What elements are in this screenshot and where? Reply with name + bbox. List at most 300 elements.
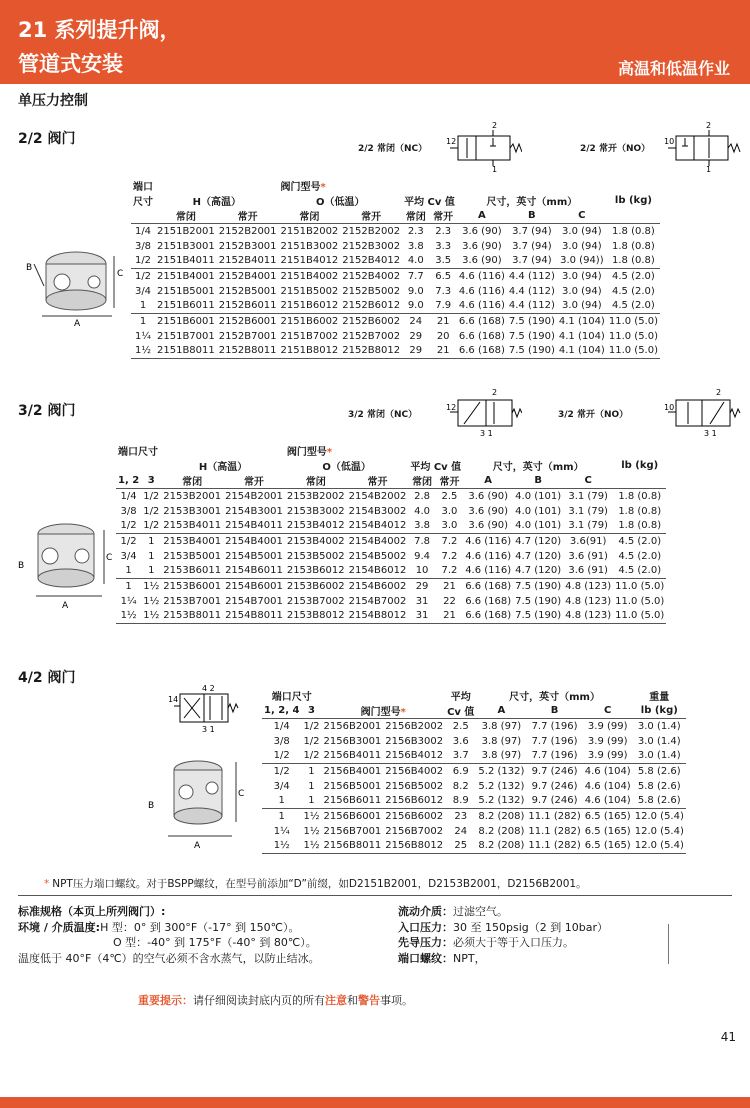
dim-c-label: C (117, 269, 124, 279)
table-cell: 2156B4001 (322, 764, 384, 779)
table-cell: 4.6 (104) (583, 764, 633, 779)
table-cell: 5.2 (132) (478, 795, 525, 807)
table-cell: 1½ (116, 609, 141, 624)
table-cell: 1.8 (0.8) (618, 505, 662, 517)
table-cell: 1.8 (0.8) (618, 520, 662, 532)
table-cell: 1½ (143, 595, 160, 607)
port-in-label: 1 (492, 165, 498, 174)
footnote-star: * (44, 878, 50, 890)
valve-symbol-32-no (660, 386, 742, 438)
table-cell: 3.6 (90) (462, 255, 502, 267)
table-cell: 12.0 (5.4) (633, 809, 686, 824)
spec-line: 标准规格（本页上所列阀门）: (18, 905, 166, 918)
table-cell: 3/4 (134, 285, 152, 297)
table-row (116, 519, 666, 534)
table-cell: 1 (131, 314, 155, 329)
table-cell: 4.8 (123) (565, 595, 612, 607)
table-cell: 3.6 (452, 735, 469, 747)
table-cell: 4.0 (101) (513, 489, 563, 504)
page-title-line1: 21 系列提升阀， (18, 18, 181, 42)
table-cell: 2151B4011 (157, 255, 215, 267)
table-22-body (131, 224, 660, 359)
table-cell: 21 (429, 314, 456, 329)
table-cell: 2151B6002 (279, 314, 341, 329)
table-cell: 3.6 (91) (568, 550, 608, 562)
table-cell: 4.0 (101) (515, 505, 562, 517)
table-cell: 23 (445, 809, 476, 824)
table-cell: 2152B7001 (218, 330, 277, 342)
table-cell: 4.4 (112) (507, 269, 557, 284)
table-cell: 11.0 (5.0) (607, 314, 660, 329)
table-cell: 2156B2001 (322, 719, 384, 734)
table-cell: 4.5 (2.0) (618, 565, 662, 577)
table-cell: 2152B8011 (217, 344, 279, 359)
table-cell: 2151B3001 (157, 240, 215, 252)
valve-symbol-22-nc (442, 118, 522, 174)
table-cell: 2152B6012 (342, 300, 401, 312)
table-cell: 6.9 (445, 764, 476, 779)
table-cell: 8.2 (452, 780, 469, 792)
table-cell: 22 (443, 595, 456, 607)
valve-symbol-32-nc (442, 386, 522, 438)
port-pilot-label: 10 (664, 137, 675, 146)
table-cell: 5.2 (132) (478, 780, 525, 792)
table-row (131, 299, 660, 314)
table-cell: 2151B8011 (155, 344, 217, 359)
port-out-label: 2 (492, 121, 498, 130)
table-cell: 1 (116, 579, 141, 594)
table-cell: 1 (308, 780, 315, 792)
table-cell: 3.0 (94) (562, 285, 602, 297)
port-in-label: 3 1 (480, 429, 493, 438)
table-cell: 1.8 (0.8) (607, 224, 660, 239)
table-cell: 9.7 (246) (531, 795, 578, 807)
valve-drawing-42 (146, 748, 246, 852)
table-cell: 8.2 (208) (478, 825, 525, 837)
table-cell: 2156B2002 (383, 719, 445, 734)
table-cell: 4.7 (120) (513, 534, 563, 549)
table-cell: 24 (402, 314, 429, 329)
table-cell: 3.6 (91) (568, 565, 608, 577)
footnote-text: NPT压力端口螺纹。对于BSPP螺纹，在型号前添加“D”前缀，如D2151B2001，D2153B2001，D2156B2001。 (52, 878, 587, 890)
table-cell: 3.0 (94)) (560, 255, 604, 267)
table-cell: 7.7 (402, 269, 429, 284)
spec-block-right (398, 904, 608, 966)
table-cell: 9.0 (407, 285, 424, 297)
table-cell: 31 (408, 609, 435, 624)
table-cell: 1/2 (273, 750, 290, 762)
table-cell: 2152B4001 (217, 269, 279, 284)
table-cell: 2153B6011 (163, 565, 222, 577)
table-cell: 2154B6002 (347, 579, 409, 594)
section-22-title: 2/2 阀门 (18, 131, 76, 147)
table-cell: 2152B4002 (340, 269, 402, 284)
table-cell: 2154B4011 (225, 520, 283, 532)
table-row (131, 344, 660, 359)
table-cell: 7.5 (190) (515, 595, 562, 607)
dim-a-label: A (194, 841, 201, 851)
spec-line: 入口压力：30 至 150psig（2 到 10bar） (398, 920, 608, 934)
table-cell: 2153B6002 (285, 579, 347, 594)
table-cell: 1 (139, 300, 147, 312)
table-cell: 2154B7002 (348, 595, 407, 607)
table-cell: 2154B8012 (347, 609, 409, 624)
table-cell: 2153B5002 (286, 550, 345, 562)
table-cell: 3.7 (94) (512, 255, 552, 267)
table-cell: 2152B5001 (218, 285, 277, 297)
section-32-title: 3/2 阀门 (18, 403, 76, 419)
table-cell: 3.9 (99) (583, 719, 633, 734)
table-cell: 2156B3001 (323, 735, 382, 747)
table-cell: 11.1 (282) (528, 825, 581, 837)
table-cell: 2154B6011 (225, 565, 283, 577)
table-cell: 3.8 (414, 520, 431, 532)
table-cell: 7.5 (190) (508, 330, 555, 342)
table-cell: 1½ (301, 809, 321, 824)
table-cell: 6.6 (168) (463, 579, 513, 594)
table-cell: 12.0 (5.4) (633, 839, 686, 854)
table-32-body (116, 489, 666, 624)
table-cell: 5.2 (132) (476, 764, 526, 779)
table-cell: 4.7 (120) (515, 565, 562, 577)
table-cell: 2.5 (436, 489, 463, 504)
table-cell: 1/2 (303, 735, 320, 747)
table-cell: 6.5 (429, 269, 456, 284)
section-22-nc-label: 2/2 常闭（NC） (358, 144, 428, 154)
header-bar (0, 0, 750, 84)
table-cell: 2151B6012 (280, 300, 339, 312)
port-out-label: 2 (492, 388, 498, 397)
table-cell: 2156B3002 (385, 735, 444, 747)
table-cell: 2151B7002 (280, 330, 339, 342)
table-cell: 2153B3001 (163, 505, 222, 517)
table-cell: 2156B4011 (323, 750, 382, 762)
table-cell: 6.5 (165) (584, 825, 631, 837)
table-cell: 1½ (262, 839, 301, 854)
dim-b-label: B (148, 801, 155, 811)
table-cell: 8.9 (452, 795, 469, 807)
table-cell: 2153B2001 (161, 489, 223, 504)
table-cell: 3.7 (452, 750, 469, 762)
table-cell: 4.0 (414, 505, 431, 517)
table-header-row: 端口尺寸 阀门型号* (118, 447, 333, 458)
table-cell: 2152B4012 (342, 255, 401, 267)
table-cell: 3/8 (273, 735, 290, 747)
table-row (116, 594, 666, 609)
table-cell: 11.0 (5.0) (613, 579, 666, 594)
table-cell: 4.6 (116) (465, 550, 512, 562)
dim-c-label: C (238, 789, 245, 799)
spec-line: 先导压力：必须大于等于入口压力。 (398, 936, 574, 949)
table-cell: 1/2 (141, 489, 161, 504)
table-cell: 1/4 (262, 719, 301, 734)
table-cell: 1½ (301, 839, 321, 854)
page-number: 41 (720, 1030, 736, 1044)
footer-bar (0, 1097, 750, 1108)
table-cell: 2153B8012 (285, 609, 347, 624)
table-cell: 2153B7001 (163, 595, 222, 607)
table-cell: 3.5 (435, 255, 452, 267)
table-cell: 3.6(91) (563, 534, 613, 549)
table-row (116, 534, 666, 549)
port-in-label: 3 1 (202, 725, 215, 734)
table-cell: 2152B6002 (340, 314, 402, 329)
table-cell: 7.7 (196) (526, 719, 582, 734)
port-in-label: 1 (706, 165, 712, 174)
table-cell: 21 (436, 579, 463, 594)
table-cell: 1¼ (134, 330, 152, 342)
table-cell: 4.0 (407, 255, 424, 267)
table-cell: 3.7 (94) (512, 240, 552, 252)
table-cell: 2152B5002 (342, 285, 401, 297)
table-cell: 2153B4012 (286, 520, 345, 532)
table-row (131, 269, 660, 284)
table-cell: 1/4 (116, 489, 141, 504)
table-row (262, 824, 686, 839)
table-cell: 25 (445, 839, 476, 854)
table-cell: 2156B7002 (385, 825, 444, 837)
table-cell: 2153B4002 (285, 534, 347, 549)
table-cell: 7.2 (436, 534, 463, 549)
table-cell: 4.5 (2.0) (612, 300, 655, 312)
table-22 (131, 178, 660, 359)
table-cell: 9.4 (414, 550, 431, 562)
table-cell: 4.6 (104) (584, 795, 631, 807)
port-out-label: 2 (706, 121, 712, 130)
table-row (131, 284, 660, 299)
spec-line: 温度低于 40°F（4℃）的空气必须不含水蒸气，以防止结冰。 (18, 951, 320, 965)
table-cell: 1.8 (0.8) (612, 240, 655, 252)
valve-symbol-22-no (660, 118, 742, 174)
table-header-row: 1, 2 3 常闭 常开 常闭 常开 常闭 常开 A B C (118, 475, 592, 488)
table-cell: 2153B4011 (163, 520, 222, 532)
table-header-row: 端口尺寸 平均 尺寸，英寸（mm） 重量 (271, 692, 670, 703)
dim-b-label: B (26, 263, 33, 273)
table-row (262, 734, 686, 749)
table-cell: 2156B6002 (383, 809, 445, 824)
table-cell: 4.5 (2.0) (618, 550, 662, 562)
table-cell: 1/2 (120, 520, 137, 532)
table-cell: 3.0 (1.4) (637, 750, 681, 762)
valve-drawing-22 (22, 236, 128, 328)
table-cell: 3.0 (94) (557, 224, 607, 239)
table-cell: 4.6 (104) (584, 780, 631, 792)
spec-line: O 型：-40° 到 175°F（-40° 到 80℃）。 (113, 936, 317, 949)
table-cell: 1½ (131, 344, 155, 359)
table-cell: 3.0 (1.4) (633, 719, 686, 734)
table-cell: 3.8 (97) (476, 719, 526, 734)
port-pilot-label: 14 (168, 695, 179, 704)
table-cell: 3.9 (99) (587, 750, 628, 762)
spec-line: 环境 / 介质温度:H 型：0° 到 300°F（-17° 到 150℃）。 (18, 920, 300, 934)
table-cell: 3.0 (94) (557, 269, 607, 284)
port-in-label: 3 1 (704, 429, 717, 438)
table-cell: 29 (402, 344, 429, 359)
table-cell: 2151B3002 (280, 240, 339, 252)
table-cell: 2151B8012 (279, 344, 341, 359)
table-cell: 2152B4011 (218, 255, 277, 267)
spec-line: 端口螺纹：NPT， (398, 951, 486, 965)
divider (18, 895, 732, 896)
table-cell: 2154B5001 (225, 550, 283, 562)
table-cell: 2154B4001 (223, 534, 285, 549)
table-cell: 24 (454, 825, 468, 837)
table-cell: 6.6 (168) (465, 595, 512, 607)
table-cell: 1¼ (120, 595, 137, 607)
table-cell: 2152B6001 (217, 314, 279, 329)
table-cell: 21 (429, 344, 456, 359)
table-cell: 7.3 (435, 285, 452, 297)
table-row (262, 779, 686, 794)
table-cell: 2154B3001 (225, 505, 283, 517)
table-cell: 2151B7001 (157, 330, 215, 342)
table-cell: 4.1 (104) (558, 330, 605, 342)
table-cell: 11.1 (282) (526, 809, 582, 824)
table-cell: 6.5 (165) (583, 839, 633, 854)
table-cell: 6.6 (168) (463, 609, 513, 624)
port-out-label: 2 (716, 388, 722, 397)
table-cell: 4.8 (123) (563, 609, 613, 624)
table-cell: 31 (415, 595, 429, 607)
table-row (262, 809, 686, 824)
table-cell: 4.5 (2.0) (607, 269, 660, 284)
table-32 (116, 443, 666, 624)
table-cell: 7.2 (441, 550, 458, 562)
table-cell: 6.6 (168) (457, 314, 507, 329)
table-cell: 1½ (141, 609, 161, 624)
table-cell: 3.1 (79) (568, 505, 608, 517)
table-cell: 1½ (303, 825, 320, 837)
table-cell: 1/2 (143, 520, 160, 532)
valve-symbol-42 (166, 682, 248, 734)
table-cell: 3.9 (99) (587, 735, 628, 747)
table-cell: 3.6 (90) (462, 240, 502, 252)
table-cell: 4.6 (116) (458, 285, 505, 297)
table-cell: 2151B2002 (279, 224, 341, 239)
table-cell: 3.0 (94) (562, 240, 602, 252)
table-cell: 2156B6001 (322, 809, 384, 824)
table-header-row: 常闭 常开 常闭 常开 常闭 常开 A B C (175, 210, 586, 223)
table-cell: 5.8 (2.6) (637, 780, 681, 792)
port-pilot-label: 12 (446, 137, 457, 146)
table-cell: 3/8 (120, 505, 137, 517)
table-cell: 1/2 (131, 269, 155, 284)
table-cell: 1 (148, 565, 155, 577)
port-pilot-label: 10 (664, 403, 675, 412)
table-cell: 6.6 (168) (458, 330, 505, 342)
table-cell: 2153B5001 (163, 550, 222, 562)
table-cell: 4.5 (2.0) (612, 285, 655, 297)
table-cell: 2153B2002 (285, 489, 347, 504)
table-cell: 4.7 (120) (515, 550, 562, 562)
table-cell: 8.2 (208) (476, 839, 526, 854)
table-cell: 3.1 (79) (563, 489, 613, 504)
table-cell: 1.8 (0.8) (612, 255, 655, 267)
table-cell: 2153B7002 (286, 595, 345, 607)
table-cell: 11.0 (5.0) (607, 344, 660, 359)
table-row (131, 329, 660, 344)
table-cell: 21 (436, 609, 463, 624)
table-row (116, 579, 666, 594)
table-row (262, 839, 686, 854)
table-cell: 2151B6001 (155, 314, 217, 329)
table-cell: 3.6 (90) (463, 489, 513, 504)
table-cell: 1/2 (262, 764, 301, 779)
table-cell: 2156B4002 (383, 764, 445, 779)
important-notice: 重要提示：请仔细阅读封底内页的所有注意和警告事项。 (138, 994, 413, 1007)
table-cell: 1/2 (134, 255, 152, 267)
table-cell: 1¼ (273, 825, 290, 837)
table-cell: 2151B4012 (280, 255, 339, 267)
table-cell: 7.5 (190) (513, 579, 563, 594)
dim-a-label: A (62, 601, 69, 611)
table-cell: 2154B7001 (225, 595, 283, 607)
table-cell: 4.6 (116) (463, 534, 513, 549)
header-right-title: 高温和低温作业 (617, 59, 730, 78)
port-out-label: 4 2 (202, 684, 215, 693)
table-cell: 2156B6011 (323, 795, 382, 807)
divider (668, 924, 669, 964)
table-header-row: 1, 2, 4 3 阀门型号* Cv 值 A B C lb (kg) (264, 705, 678, 718)
table-cell: 4.1 (104) (557, 344, 607, 359)
table-cell: 3.8 (97) (481, 750, 522, 762)
table-cell: 1 (125, 565, 132, 577)
table-cell: 3.8 (407, 240, 424, 252)
table-cell: 2152B2001 (217, 224, 279, 239)
dim-a-label: A (74, 319, 81, 328)
table-cell: 2152B6011 (218, 300, 277, 312)
table-cell: 6.5 (165) (583, 809, 633, 824)
section-32-no-label: 3/2 常开（NO） (558, 410, 629, 420)
table-cell: 1/2 (301, 719, 321, 734)
table-cell: 2151B2001 (155, 224, 217, 239)
table-cell: 1 (262, 809, 301, 824)
page-title-line2: 管道式安装 (18, 52, 123, 76)
table-cell: 2.3 (429, 224, 456, 239)
table-cell: 1.8 (0.8) (613, 489, 666, 504)
table-cell: 2154B4002 (347, 534, 409, 549)
table-cell: 2151B5001 (157, 285, 215, 297)
table-cell: 4.6 (116) (457, 269, 507, 284)
table-cell: 2153B3002 (286, 505, 345, 517)
table-cell: 3/4 (120, 550, 137, 562)
table-cell: 4.4 (112) (508, 285, 555, 297)
dim-c-label: C (106, 553, 113, 563)
table-cell: 2153B6001 (161, 579, 223, 594)
table-cell: 1/4 (131, 224, 155, 239)
table-cell: 9.0 (407, 300, 424, 312)
table-cell: 7.8 (408, 534, 435, 549)
table-cell: 3.0 (1.4) (637, 735, 681, 747)
table-cell: 29 (408, 579, 435, 594)
table-cell: 11.1 (282) (526, 839, 582, 854)
section-32-nc-label: 3/2 常闭（NC） (348, 410, 418, 420)
table-cell: 20 (436, 330, 450, 342)
table-cell: 2151B5002 (280, 285, 339, 297)
table-cell: 3.7 (94) (507, 224, 557, 239)
footnote (44, 876, 587, 891)
table-row (131, 314, 660, 329)
table-cell: 4.1 (104) (557, 314, 607, 329)
table-cell: 7.7 (196) (531, 750, 578, 762)
table-row (262, 794, 686, 809)
table-row (131, 254, 660, 269)
table-header-row: 端口 阀门型号* (133, 182, 326, 193)
table-cell: 9.7 (246) (526, 764, 582, 779)
table-row (131, 224, 660, 239)
table-row (116, 609, 666, 624)
table-cell: 2156B5002 (385, 780, 444, 792)
